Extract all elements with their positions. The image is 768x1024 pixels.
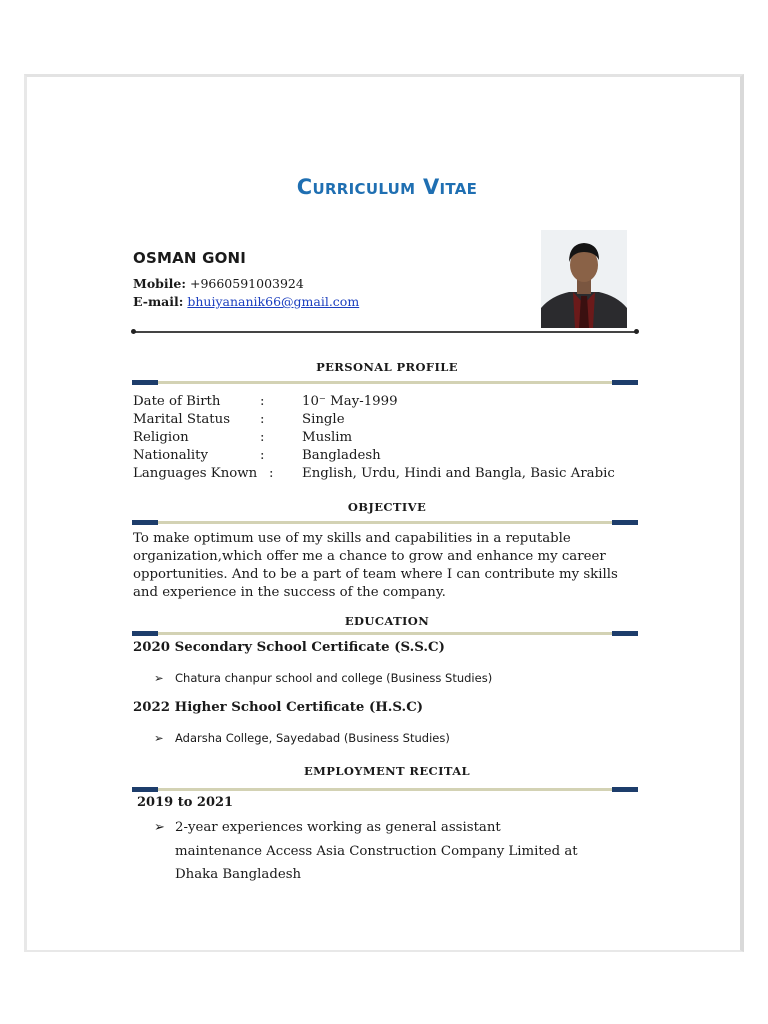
section-rule bbox=[132, 380, 638, 385]
profile-row-languages bbox=[133, 465, 653, 483]
personal-profile-heading: PERSONAL PROFILE bbox=[316, 360, 458, 374]
email-line bbox=[133, 294, 359, 309]
profile-photo bbox=[541, 230, 627, 328]
profile-separator: : bbox=[269, 466, 274, 481]
section-rule bbox=[132, 787, 638, 792]
profile-row-religion bbox=[133, 429, 653, 447]
profile-label: Religion bbox=[133, 430, 189, 445]
mobile-line bbox=[133, 276, 304, 291]
profile-separator: : bbox=[260, 430, 265, 445]
cv-title: Curriculum Vitae bbox=[296, 175, 478, 199]
employment-description bbox=[175, 816, 635, 887]
profile-label: Languages Known bbox=[133, 466, 258, 481]
education-entry-detail: Adarsha College, Sayedabad (Business Studies) bbox=[175, 731, 450, 745]
section-rule bbox=[132, 520, 638, 525]
mobile-number: +9660591003924 bbox=[189, 276, 304, 291]
email-label: E-mail: bbox=[133, 294, 184, 309]
section-rule bbox=[132, 631, 638, 636]
arrow-bullet-icon: ➢ bbox=[154, 731, 164, 745]
profile-value: Single bbox=[302, 412, 345, 427]
profile-value: English, Urdu, Hindi and Bangla, Basic Arabic bbox=[302, 466, 615, 481]
profile-value: Bangladesh bbox=[302, 448, 381, 463]
mobile-label: Mobile: bbox=[133, 276, 186, 291]
employment-heading: EMPLOYMENT RECITAL bbox=[303, 764, 470, 778]
education-entry-title: 2022 Higher School Certificate (H.S.C) bbox=[133, 700, 424, 715]
profile-separator: : bbox=[260, 412, 265, 427]
profile-label: Nationality bbox=[133, 448, 209, 463]
email-link[interactable]: bhuiyananik66@gmail.com bbox=[187, 294, 360, 309]
candidate-name: OSMAN GONI bbox=[133, 249, 247, 267]
profile-separator: : bbox=[260, 394, 265, 409]
profile-value: 10⁻ May-1999 bbox=[302, 394, 398, 409]
profile-label: Date of Birth bbox=[133, 394, 221, 409]
employment-period: 2019 to 2021 bbox=[137, 795, 234, 810]
divider-dot-right bbox=[634, 329, 639, 334]
header-divider bbox=[133, 331, 637, 333]
employment-line: Dhaka Bangladesh bbox=[175, 867, 302, 882]
divider-dot-left bbox=[131, 329, 136, 334]
employment-line: maintenance Access Asia Construction Company Limited at bbox=[175, 843, 578, 859]
cv-page bbox=[24, 74, 744, 952]
profile-row-marital bbox=[133, 411, 653, 429]
profile-row-nationality bbox=[133, 447, 653, 465]
profile-row-dob bbox=[133, 393, 653, 411]
objective-text: To make optimum use of my skills and capabilities in a reputable organization,which offer me a chance to grow and enhance my career opportunities. And to be a part of team where I can contribute my skills and experience in the success of the company. bbox=[133, 531, 618, 600]
employment-line: 2-year experiences working as general assistant bbox=[175, 820, 501, 835]
profile-separator: : bbox=[260, 448, 265, 463]
profile-label: Marital Status bbox=[133, 412, 231, 427]
education-heading: EDUCATION bbox=[344, 614, 430, 628]
arrow-bullet-icon: ➢ bbox=[154, 820, 165, 835]
education-entry-title: 2020 Secondary School Certificate (S.S.C) bbox=[133, 640, 445, 655]
objective-heading: OBJECTIVE bbox=[347, 500, 427, 514]
profile-value: Muslim bbox=[302, 430, 353, 445]
education-entry-detail: Chatura chanpur school and college (Business Studies) bbox=[175, 671, 493, 685]
arrow-bullet-icon: ➢ bbox=[154, 671, 164, 685]
